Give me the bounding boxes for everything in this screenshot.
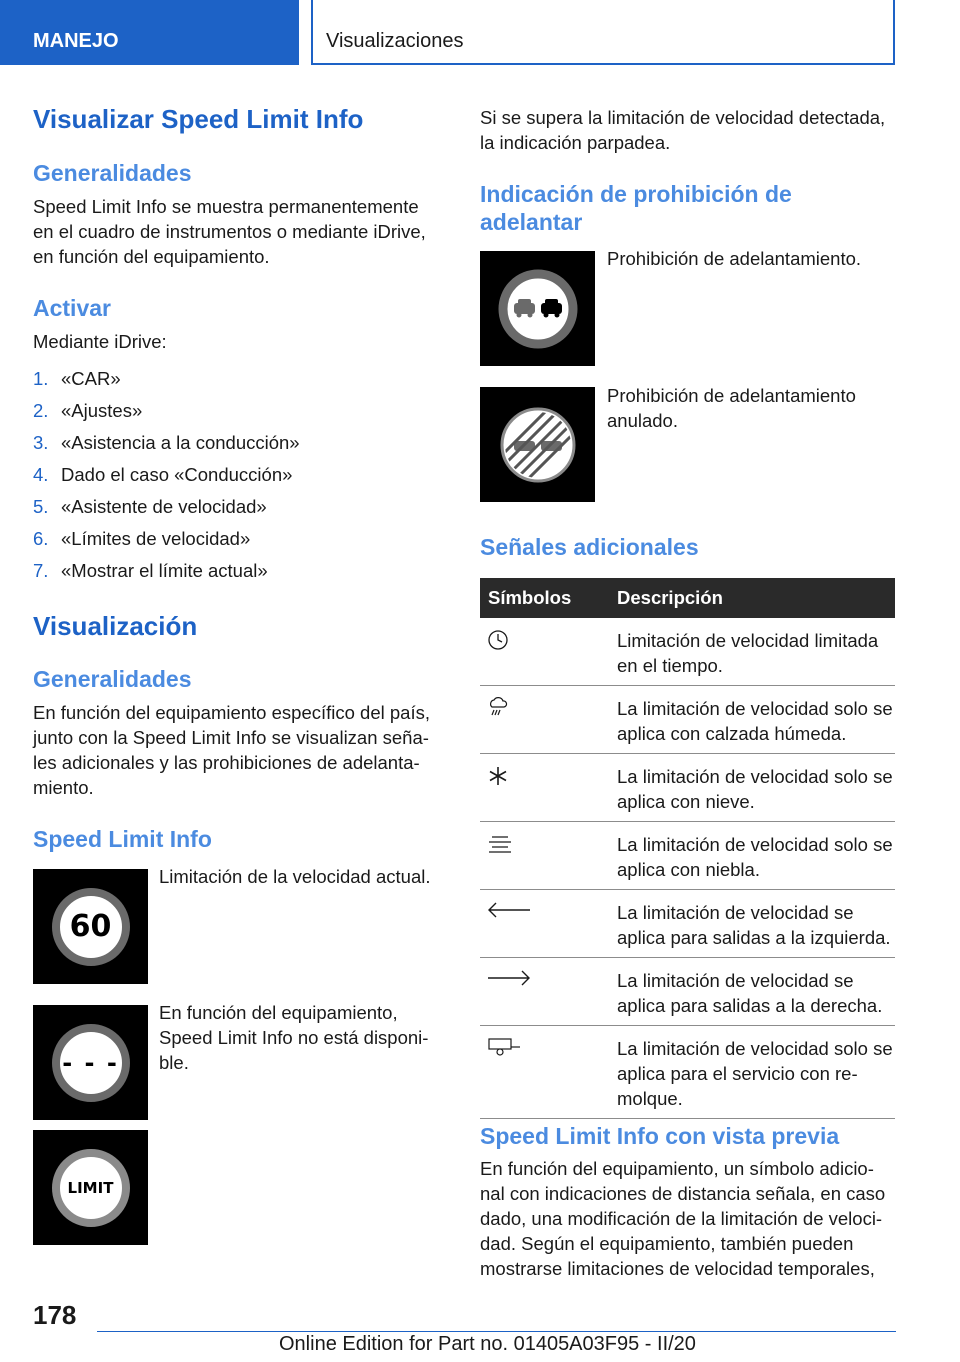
no-overtaking-icon [498,269,578,349]
display-title: Visualización [33,611,198,641]
clock-icon [486,628,510,652]
activation-steps [33,367,443,591]
col-description-header: Descripción [609,578,895,618]
snowflake-icon [486,764,510,788]
table-row [480,958,895,1026]
rain-icon [486,696,510,720]
table-row [480,1026,895,1119]
no-overtaking-sign-image [480,251,595,366]
table-row [480,686,895,754]
fog-icon [486,832,514,856]
table-row [480,618,895,686]
additional-signs-table [480,578,895,1119]
limit-sign-image [33,1130,148,1245]
chapter-header [311,0,895,65]
activate-intro: Mediante iDrive: [33,331,167,352]
list-item: 2. «Ajustes» [33,400,143,421]
preview-heading: Speed Limit Info con vista previa [480,1123,840,1149]
section-tab [0,0,299,65]
speed-limit-sign-image [33,869,148,984]
row-description: La limitación de velocidad solo se aplica para el servicio con re- molque. [609,1026,895,1119]
speed-limit-value: 60 [69,909,112,944]
overtaking-end-text: Prohibición de adelantamiento anulado. [607,385,856,431]
table-row [480,822,895,890]
sli-heading: Speed Limit Info [33,826,212,852]
list-item: 5. «Asistente de velocidad» [33,496,267,517]
additional-heading: Señales adicionales [480,534,699,560]
row-description: La limitación de velocidad solo se aplica con calzada húmeda. [609,686,895,754]
list-item: 1. «CAR» [33,368,121,389]
table-row [480,890,895,958]
table-header-row [480,578,895,618]
row-description: La limitación de velocidad se aplica para salidas a la derecha. [609,958,895,1026]
display-general-text: En función del equipamiento específico del país, junto con la Speed Limit Info se visualizan seña- les adicionales y las prohibiciones de adelanta- miento. [33,702,430,798]
row-description: La limitación de velocidad solo se aplica con niebla. [609,822,895,890]
display-general-heading: Generalidades [33,666,192,692]
end-no-overtaking-icon [498,405,578,485]
arrow-left-icon [486,900,532,920]
section-title: Visualizar Speed Limit Info [33,104,364,134]
limit-label: LIMIT [67,1178,114,1197]
general-text: Speed Limit Info se muestra permanentemente en el cuadro de instrumentos o mediante iDrive, en función del equipamiento. [33,196,426,267]
sli-unavailable-text: En función del equipamiento, Speed Limit Info no está disponi- ble. [159,1002,429,1073]
arrow-right-icon [486,968,532,988]
page-number: 178 [33,1300,77,1330]
list-item: 6. «Límites de velocidad» [33,528,251,549]
overtake-heading: Indicación de prohibición de adelantar [480,181,792,235]
section-label: MANEJO [33,30,119,52]
unavailable-dashes: - - - [62,1048,119,1077]
footer-divider [97,1331,896,1332]
row-description: Limitación de velocidad limitada en el tiempo. [609,618,895,686]
blink-text: Si se supera la limitación de velocidad detectada, la indicación parpadea. [480,107,886,153]
edition-note: Online Edition for Part no. 01405A03F95 - II/20 [279,1333,696,1355]
no-overtaking-text: Prohibición de adelantamiento. [607,248,862,269]
list-item: 3. «Asistencia a la conducción» [33,432,300,453]
general-heading: Generalidades [33,160,192,186]
chapter-label: Visualizaciones [326,30,464,52]
list-item: 4. Dado el caso «Conducción» [33,464,293,485]
end-no-overtaking-sign-image [480,387,595,502]
row-description: La limitación de velocidad solo se aplica con nieve. [609,754,895,822]
row-description: La limitación de velocidad se aplica para salidas a la izquierda. [609,890,895,958]
activate-heading: Activar [33,295,111,321]
preview-text: En función del equipamiento, un símbolo adicio- nal con indicaciones de distancia señala, en caso dado, una modificación de la limitación de veloci- dad. Según el equipamiento, también pueden mostrarse limitaciones de velocidad temporales, [480,1158,886,1279]
table-row [480,754,895,822]
sli-current-text: Limitación de la velocidad actual. [159,866,431,887]
speed-limit-unavailable-image [33,1005,148,1120]
trailer-icon [486,1036,522,1058]
col-symbols-header: Símbolos [480,578,609,618]
list-item: 7. «Mostrar el límite actual» [33,560,268,581]
